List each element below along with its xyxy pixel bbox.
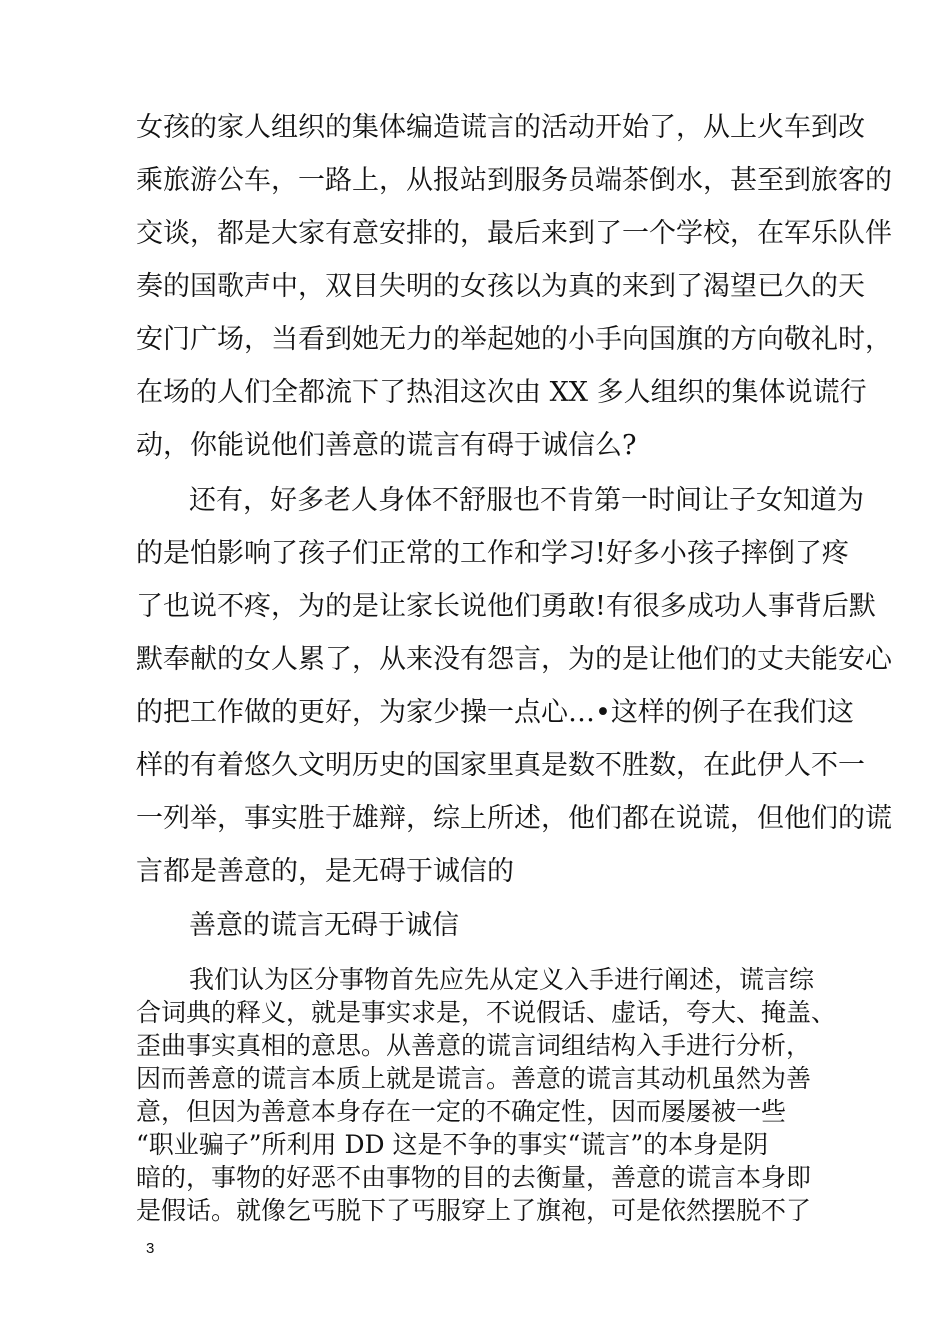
paragraph-1-line: 女孩的家人组织的集体编造谎言的活动开始了，从上火车到改 (136, 112, 865, 143)
paragraph-2-line: 样的有着悠久文明历史的国家里真是数不胜数，在此伊人不一 (136, 750, 865, 781)
paragraph-2-line: 了也说不疼，为的是让家长说他们勇敢!有很多成功人事背后默 (136, 591, 876, 622)
paragraph-2-line: 还有，好多老人身体不舒服也不肯第一时间让子女知道为 (189, 485, 864, 516)
paragraph-2-line: 言都是善意的，是无碍于诚信的 (136, 856, 514, 887)
paragraph-3-line: 因而善意的谎言本质上就是谎言。善意的谎言其动机虽然为善 (136, 1064, 812, 1093)
paragraph-3-line: “职业骗子”所利用 DD 这是不争的事实“谎言”的本身是阴 (136, 1130, 769, 1159)
paragraph-2-line: 默奉献的女人累了，从来没有怨言，为的是让他们的丈夫能安心 (136, 644, 892, 675)
paragraph-1-line: 安门广场，当看到她无力的举起她的小手向国旗的方向敬礼时， (136, 324, 892, 355)
paragraph-1-line: 交谈，都是大家有意安排的，最后来到了一个学校，在军乐队伴 (136, 218, 892, 249)
paragraph-3-line: 我们认为区分事物首先应先从定义入手进行阐述，谎言综 (189, 965, 815, 994)
paragraph-1-line: 在场的人们全都流下了热泪这次由 XX 多人组织的集体说谎行 (136, 377, 867, 408)
paragraph-3-line: 意，但因为善意本身存在一定的不确定性，因而屡屡被一些 (136, 1097, 787, 1126)
paragraph-3-line: 合词典的释义，就是事实求是，不说假话、虚话，夸大、掩盖、 (136, 998, 837, 1027)
paragraph-3-line: 暗的，事物的好恶不由事物的目的去衡量，善意的谎言本身即 (136, 1163, 812, 1192)
paragraph-2-line: 的把工作做的更好，为家少操一点心…•这样的例子在我们这 (136, 697, 854, 728)
paragraph-2-line: 的是怕影响了孩子们正常的工作和学习!好多小孩子摔倒了疼 (136, 538, 849, 569)
paragraph-1-line: 乘旅游公车，一路上，从报站到服务员端茶倒水，甚至到旅客的 (136, 165, 892, 196)
page-number: 3 (146, 1240, 155, 1257)
paragraph-1-line: 动，你能说他们善意的谎言有碍于诚信么? (136, 430, 637, 461)
paragraph-1-line: 奏的国歌声中，双目失明的女孩以为真的来到了渴望已久的天 (136, 271, 865, 302)
paragraph-3-line: 歪曲事实真相的意思。从善意的谎言词组结构入手进行分析， (136, 1031, 812, 1060)
paragraph-3-line: 是假话。就像乞丐脱下了丐服穿上了旗袍，可是依然摆脱不了 (136, 1196, 812, 1225)
paragraph-2-line: 一列举，事实胜于雄辩，综上所述，他们都在说谎，但他们的谎 (136, 803, 892, 834)
section-heading: 善意的谎言无碍于诚信 (189, 910, 459, 941)
